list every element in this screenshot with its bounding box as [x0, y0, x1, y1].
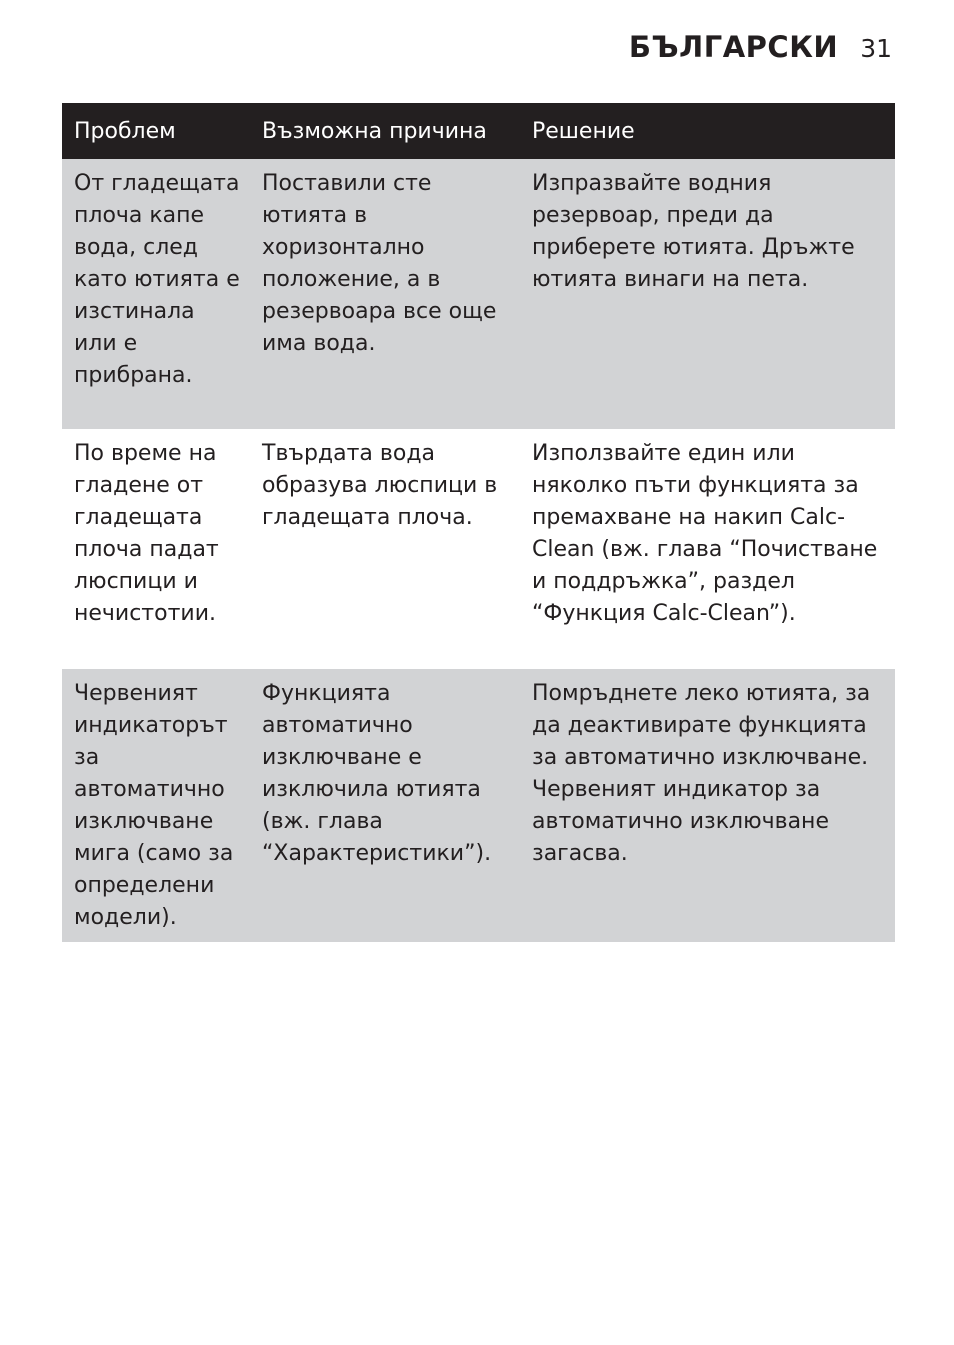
page-number: 31 — [860, 34, 892, 63]
solution-cell: Изпразвайте водния резервоар, преди да приберете ютията. Дръжте ютията винаги на пета. — [520, 159, 895, 429]
cause-cell: Поставили сте ютията в хоризонтално положение, а в резервоара все още има вода. — [250, 159, 520, 429]
table-row — [62, 669, 895, 942]
column-header-problem: Проблем — [62, 103, 250, 159]
column-header-solution: Решение — [520, 103, 895, 159]
problem-cell: Червеният индикаторът за автоматично изключване мига (само за определени модели). — [62, 669, 250, 942]
cause-cell: Твърдата вода образува люспици в гладещата плоча. — [262, 441, 498, 530]
table-row — [62, 159, 895, 429]
table-header-row — [62, 103, 895, 159]
solution-cell: Използвайте един или няколко пъти функцията за премахване на накип Calc-Clean (вж. глава “Почистване и поддръжка”, раздел “Функция Calc-Clean”). — [532, 441, 878, 626]
table-body — [62, 159, 895, 942]
section-title: БЪЛГАРСКИ — [628, 30, 839, 64]
table-header — [62, 103, 895, 159]
page-header — [629, 30, 892, 64]
troubleshooting-table — [62, 103, 895, 942]
problem-cell: От гладещата плоча капе вода, след като ютията е изстинала или е прибрана. — [62, 159, 250, 429]
column-header-cause: Възможна причина — [250, 103, 520, 159]
solution-cell: Помръднете леко ютията, за да деактивирате функцията за автоматично изключване. Червеният индикатор за автоматично изключване загасва. — [520, 669, 895, 942]
table-row — [62, 429, 895, 669]
cause-cell: Функцията автоматично изключване е изключила ютията (вж. глава “Характеристики”). — [250, 669, 520, 942]
problem-cell: По време на гладене от гладещата плоча падат люспици и нечистотии. — [74, 441, 219, 626]
